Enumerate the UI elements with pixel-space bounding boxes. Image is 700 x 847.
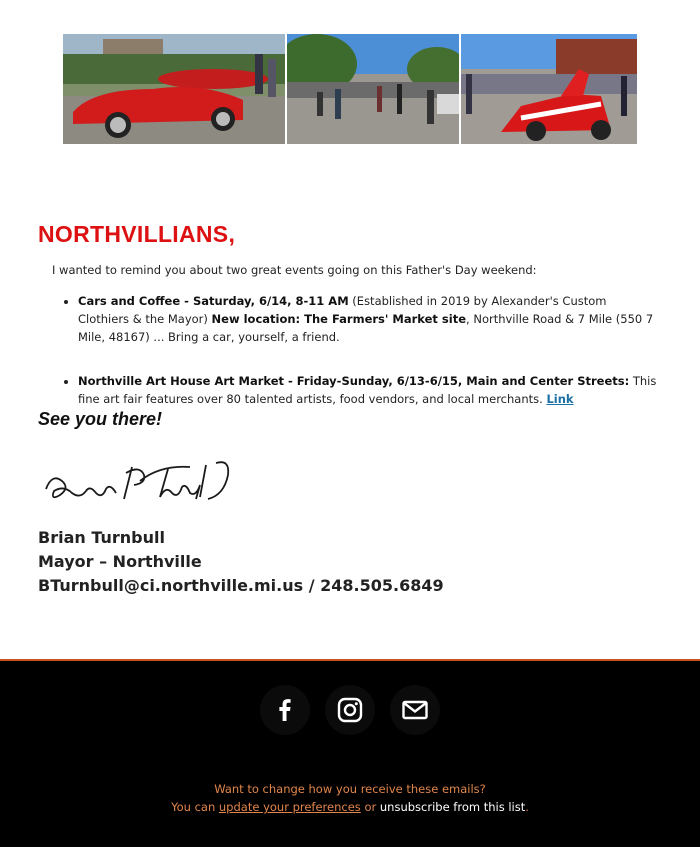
footer-text-fragment: .	[525, 800, 529, 814]
event-description: This fine art fair features over 80 talented artists, food vendors, and local merchants.	[78, 374, 657, 406]
car-show-photo-2	[287, 34, 459, 144]
signer-contact: BTurnbull@ci.northville.mi.us / 248.505.6849	[38, 576, 444, 595]
signer-title: Mayor – Northville	[38, 552, 202, 571]
footer-line-2	[0, 798, 700, 816]
event-description: (Established in 2019 by Alexander's Custom Clothiers & the Mayor)	[78, 294, 607, 326]
update-preferences-link[interactable]: update your preferences	[218, 800, 361, 814]
email-button[interactable]	[390, 685, 440, 735]
facebook-icon	[271, 696, 299, 724]
instagram-icon	[336, 696, 364, 724]
social-links	[0, 685, 700, 735]
sign-off-text: See you there!	[38, 409, 163, 429]
email-footer	[0, 659, 700, 847]
signer-name: Brian Turnbull	[38, 528, 165, 547]
event-title: Northville Art House Art Market - Friday-Sunday, 6/13-6/15, Main and Center Streets:	[78, 374, 630, 388]
car-show-photo-3	[461, 34, 637, 144]
footer-text-fragment: or	[360, 800, 380, 814]
art-market-link[interactable]: Link	[546, 392, 574, 406]
unsubscribe-link[interactable]: unsubscribe from this list	[379, 800, 526, 814]
header-photo-strip	[63, 34, 637, 144]
greeting-heading: NORTHVILLIANS,	[38, 221, 236, 247]
footer-text-fragment: You can	[171, 800, 219, 814]
car-show-photo-1	[63, 34, 285, 144]
instagram-button[interactable]	[325, 685, 375, 735]
footer-line-1: Want to change how you receive these emails?	[214, 782, 486, 796]
event-location: New location: The Farmers' Market site	[211, 312, 467, 326]
email-icon	[401, 696, 429, 724]
signature-block	[38, 526, 444, 598]
facebook-button[interactable]	[260, 685, 310, 735]
intro-text: I wanted to remind you about two great events going on this Father's Day weekend:	[52, 263, 537, 277]
event-description: , Northville Road & 7 Mile (550 7 Mile, 48167) ... Bring a car, yourself, a friend.	[78, 312, 654, 344]
event-item-cars-and-coffee	[78, 292, 658, 346]
event-item-art-market	[78, 372, 658, 408]
signature-image	[40, 455, 240, 507]
footer-preferences-text	[0, 780, 700, 816]
event-title: Cars and Coffee - Saturday, 6/14, 8-11 AM	[78, 294, 349, 308]
